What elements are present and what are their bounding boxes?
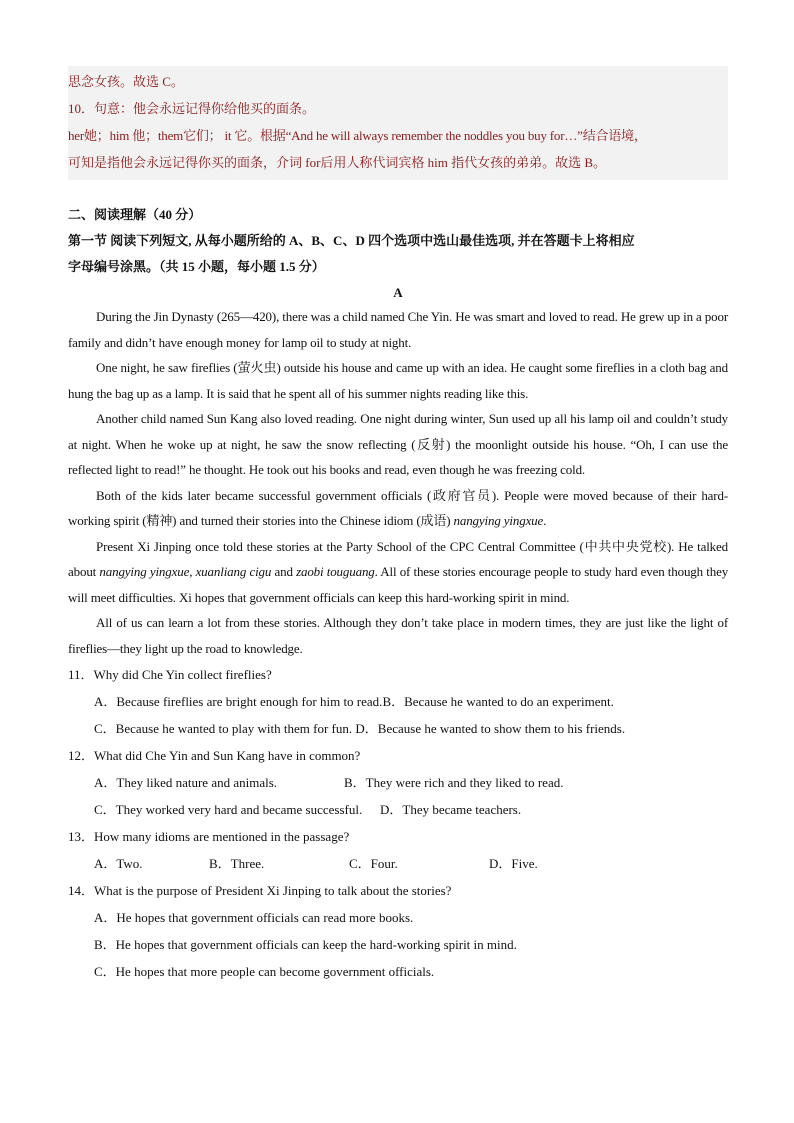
option: C．He hopes that more people can become government officials.: [94, 964, 435, 979]
question-stem: 14．What is the purpose of President Xi Jinping to talk about the stories?: [68, 883, 452, 898]
answer-line: 思念女孩。故选 C。: [68, 74, 184, 89]
answer-line: 可知是指他会永远记得你买的面条，介词 for后用人称代词宾格 him 指代女孩的弟弟。故选 B。: [68, 155, 607, 170]
option: A．They liked nature and animals.: [94, 775, 278, 790]
passage-paragraph: [68, 534, 728, 611]
option: D．Because he wanted to show them to his friends.: [355, 721, 626, 736]
option: D．Five.: [489, 856, 538, 871]
question-options: [68, 769, 728, 823]
passage-title: A: [393, 285, 403, 300]
option: B．Three.: [209, 856, 265, 871]
paragraph-text: Both of the kids later became successful government officials (政府官员). People were moved because of their hard-working spirit (精神) and turned their stories into the Chinese idiom (成语): [68, 487, 728, 528]
paragraph-text: .: [543, 513, 547, 528]
idiom-text: nangying yingxue: [453, 513, 544, 528]
paragraph-text: ,: [189, 564, 196, 579]
idiom-text: zaobi touguang: [296, 564, 375, 579]
instruction-line: 第一节 阅读下列短文, 从每小题所给的 A、B、C、D 四个选项中选山最佳选项, 并在答题卡上将相应: [68, 233, 635, 248]
answer-line: 10．句意：他会永远记得你给他买的面条。: [68, 101, 316, 116]
option: A．Two.: [94, 856, 143, 871]
option: D．They became teachers.: [380, 802, 522, 817]
question-stem: 13．How many idioms are mentioned in the passage?: [68, 829, 350, 844]
option: C．Four.: [349, 856, 398, 871]
section-instruction: [68, 228, 728, 280]
option: B．They were rich and they liked to read.: [344, 775, 564, 790]
answer-explanation-box: [68, 66, 728, 180]
question-options: [68, 850, 728, 877]
passage-paragraph: All of us can learn a lot from these stories. Although they don’t take place in modern times, they are just like the light of fireflies—they light up the road to knowledge.: [68, 615, 728, 656]
option: B．He hopes that government officials can keep the hard-working spirit in mind.: [94, 937, 517, 952]
passage-paragraph: One night, he saw fireflies (萤火虫) outside his house and came up with an idea. He caught some fireflies in a cloth bag and hung the bag up as a lamp. It is said that he spent all of his summer nights reading like this.: [68, 360, 728, 401]
passage-paragraph: Another child named Sun Kang also loved reading. One night during winter, Sun used up all his lamp oil and couldn’t study at night. When he woke up at night, he saw the snow reflecting (反射) the moonlight outside his house. “Oh, I can use the reflected light to read!” he thought. He took out his books and read, even though he was freezing cold.: [68, 411, 728, 477]
passage-paragraph: [68, 483, 728, 534]
option: C．They worked very hard and became successful.: [94, 802, 363, 817]
option: A．He hopes that government officials can read more books.: [94, 910, 414, 925]
idiom-text: xuanliang cigu: [195, 564, 272, 579]
passage-paragraph: During the Jin Dynasty (265—420), there was a child named Che Yin. He was smart and loved to read. He grew up in a poor family and didn’t have enough money for lamp oil to study at night.: [68, 309, 728, 350]
option: B．Because he wanted to do an experiment.: [382, 694, 614, 709]
option: C．Because he wanted to play with them for fun.: [94, 721, 353, 736]
paragraph-text: and: [271, 564, 297, 579]
section-title: 二、阅读理解（40 分）: [68, 207, 202, 222]
paragraph-text: . All of these stories encourage people to study hard even though they will meet difficulties. Xi hopes that government officials can keep this hard-working spirit in mind.: [68, 564, 729, 605]
paragraph-text: Present Xi Jinping once told these stories at the Party School of the CPC Central Committee (中共中央党校). He talked about: [68, 538, 728, 579]
question-options: [68, 688, 728, 742]
document-page: [68, 66, 728, 985]
instruction-line: 字母编号涂黑。（共 15 小题，每小题 1.5 分）: [68, 259, 325, 274]
answer-line: her她；him 他；them它们； it 它。根据“And he will always remember the noddles you buy for…”结合语境，: [68, 128, 647, 143]
idiom-text: nangying yingxue: [99, 564, 190, 579]
option: A．Because fireflies are bright enough for him to read.: [94, 694, 383, 709]
question-stem: 11．Why did Che Yin collect fireflies?: [68, 667, 272, 682]
question-stem: 12．What did Che Yin and Sun Kang have in common?: [68, 748, 361, 763]
question-options: [68, 904, 728, 985]
